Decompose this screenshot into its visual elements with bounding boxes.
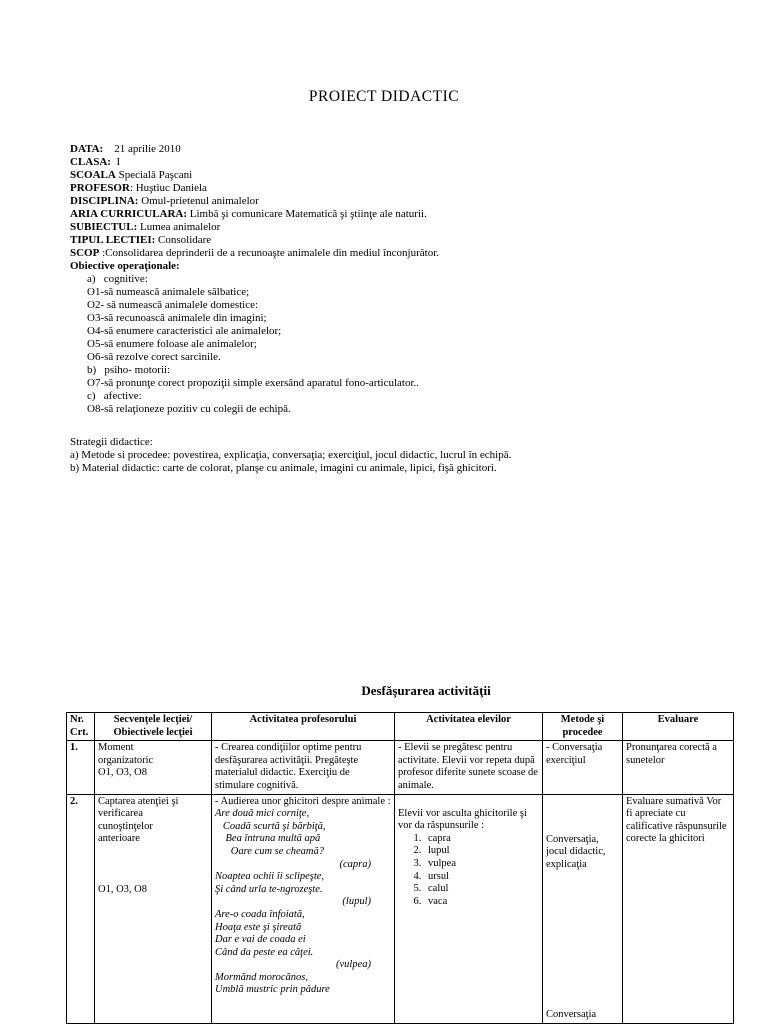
header-sequences: Secvenţele lecţiei/ Obiectivele lecţiei: [95, 713, 212, 741]
row-methods: Conversaţia, jocul didactic, explicaţia Conversaţia: [543, 794, 623, 1023]
list-item: 4. ursul: [424, 871, 539, 884]
riddle-line: Bea întruna multă apă: [215, 833, 321, 845]
row-student-activity: - Elevii se pregătesc pentru activitate. Elevii vor repeta după profesor diferite sunete scoase de animale.: [395, 741, 543, 794]
riddle-line: Noaptea ochii îi sclipeşte,: [215, 871, 325, 883]
objective-group-cognitive-label: a) cognitive:: [87, 273, 148, 285]
list-item: 1. capra: [424, 833, 539, 846]
strategies-materials: b) Material didactic: carte de colorat, planşe cu animale, imagini cu animale, lipici, fişă ghicitori.: [70, 462, 497, 474]
riddle-line: Hoaţa este şi şireată: [215, 921, 302, 933]
riddle-answer: (vulpea): [336, 959, 371, 971]
objective-item: O5-să enumere foloase ale animalelor;: [87, 338, 257, 350]
info-objectives-heading: Obiective operaţionale:: [70, 260, 180, 272]
riddle-line: Are-o coada înfoiată,: [215, 908, 305, 920]
info-scope: SCOP :Consolidarea deprinderii de a recunoaşte animalele din mediul înconjurător.: [70, 247, 440, 259]
objective-group-psychomotor-label: b) psiho- motorii:: [87, 364, 171, 376]
riddle-line: Umblă mustric prin pădure: [215, 984, 330, 996]
strategies: [70, 436, 750, 475]
header-methods: Metode şi procedee: [543, 713, 623, 741]
lesson-info: [70, 143, 730, 416]
row-teacher-activity: - Crearea condiţiilor optime pentru desfăşurarea activităţii. Pregăteşte materialul didactic. Exerciţiu de stimulare cognitivă.: [212, 741, 395, 794]
strategies-methods: a) Metode si procedee: povestirea, explicaţia, conversaţia; exerciţiul, jocul didactic, lucrul în echipă.: [70, 449, 512, 461]
info-subject: SUBIECTUL: Lumea animalelor: [70, 221, 221, 233]
info-teacher: PROFESOR: Huştiuc Daniela: [70, 182, 207, 194]
riddle-line: Mormănd morocănos,: [215, 971, 308, 983]
riddle-line: Şi când urla te-ngrozeşte.: [215, 883, 323, 895]
info-class: CLASA: I: [70, 156, 121, 168]
objective-item: O8-să relaţioneze pozitiv cu colegii de echipă.: [87, 403, 291, 415]
table-row: [67, 794, 734, 1023]
riddle-line: Are două mici corniţe,: [215, 808, 310, 820]
row-number: 1.: [67, 741, 95, 794]
info-date: DATA: 21 aprilie 2010: [70, 143, 181, 155]
header-evaluation: Evaluare: [623, 713, 734, 741]
objective-item: O7-să pronunţe corect propoziţii simple exersând aparatul fono-articulator..: [87, 377, 420, 389]
row-sequence: Moment organizatoric O1, O3, O8: [95, 741, 212, 794]
table-header-row: [67, 713, 734, 741]
list-item: 6. vaca: [424, 896, 539, 909]
row-methods: - Conversaţia exerciţiul: [543, 741, 623, 794]
riddle-answer: (lupul): [342, 896, 371, 908]
list-item: 3. vulpea: [424, 858, 539, 871]
row-number: 2.: [67, 794, 95, 1023]
table-row: [67, 741, 734, 794]
list-item: 5. calul: [424, 883, 539, 896]
row-evaluation: Pronunţarea corectă a sunetelor: [623, 741, 734, 794]
header-nr: Nr. Crt.: [67, 713, 95, 741]
riddle-line: Dar e vai de coada ei: [215, 934, 306, 946]
objective-item: O1-să numească animalele sălbatice;: [87, 286, 250, 298]
riddle-line: Când da peste ea câţei.: [215, 946, 314, 958]
objective-item: O6-să rezolve corect sarcinile.: [87, 351, 221, 363]
riddle-line: Oare cum se cheamă?: [215, 845, 324, 857]
row-evaluation: Evaluare sumativă Vor fi apreciate cu calificative răspunsurile corecte la ghicitori: [623, 794, 734, 1023]
riddle-answer: (capra): [339, 858, 371, 870]
info-school: SCOALA Specială Paşcani: [70, 169, 193, 181]
activity-table: [66, 712, 734, 1024]
objective-item: O3-să recunoască animalele din imagini;: [87, 312, 267, 324]
list-item: 2. lupul: [424, 845, 539, 858]
riddle-line: Coadă scurtă şi bărbiţă,: [215, 820, 326, 832]
objective-group-affective-label: c) afective:: [87, 390, 142, 402]
header-student-activity: Activitatea elevilor: [395, 713, 543, 741]
answer-list: [398, 833, 539, 909]
section-title: Desfăşurarea activităţii: [361, 683, 491, 698]
row-sequence: Captarea atenţiei şi verificarea cunoştinţelor anterioare O1, O3, O8: [95, 794, 212, 1023]
objective-item: O2- să numească animalele domestice:: [87, 299, 259, 311]
row-student-activity: Elevii vor asculta ghicitorile şi vor da răspunsurile : 1. capra 2. lupul 3. vulpea 4. ursul 5. calul 6. vaca: [395, 794, 543, 1023]
header-teacher-activity: Activitatea profesorului: [212, 713, 395, 741]
strategies-heading: Strategii didactice:: [70, 436, 153, 448]
objective-item: O4-să enumere caracteristici ale animalelor;: [87, 325, 282, 337]
info-curricular-area: ARIA CURRICULARA: Limbă şi comunicare Matematică şi ştiinţe ale naturii.: [70, 208, 427, 220]
info-discipline: DISCIPLINA: Omul-prietenul animalelor: [70, 195, 259, 207]
row-teacher-activity: - Audierea unor ghicitori despre animale : Are două mici corniţe, Coadă scurtă şi bărbiţă, Bea întruna multă apă Oare cum se cheamă? (capra) Noaptea ochii îi sclipeşte, Şi când urla te-ngrozeşte. (lupul) Are-o coada înfoiată, Hoaţa este şi şireată Dar e vai de coada ei Când da peste ea câţei. (vulpea) Mormănd morocănos, Umblă mustric prin pădure: [212, 794, 395, 1023]
document-title: PROIECT DIDACTIC: [308, 88, 460, 105]
info-lesson-type: TIPUL LECTIEI: Consolidare: [70, 234, 212, 246]
